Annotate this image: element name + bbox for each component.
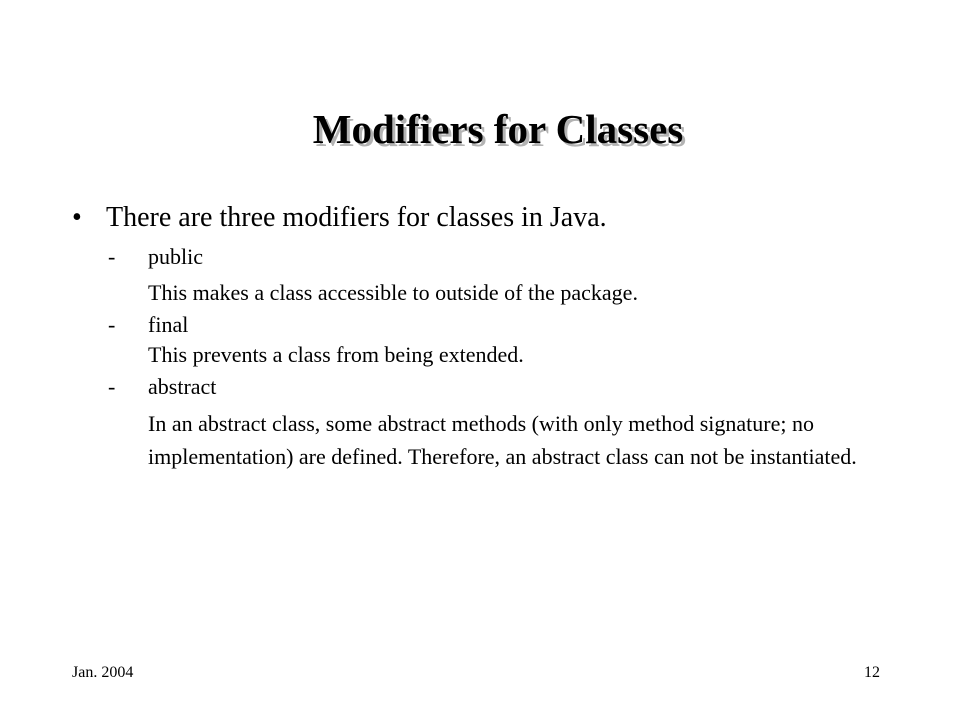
slide-title: Modifiers for Classes (312, 106, 684, 152)
sub-item-dash-public: - (108, 244, 116, 269)
sub-item-description-final: This prevents a class from being extended. (148, 342, 524, 367)
sub-item-label-final: final (148, 312, 189, 337)
footer-date: Jan. 2004 (72, 664, 134, 681)
main-bullet-text: There are three modifiers for classes in Java. (106, 202, 607, 233)
page-number: 12 (864, 664, 880, 681)
main-bullet (72, 200, 607, 236)
sub-item-label-public: public (148, 244, 203, 269)
sub-item-dash-final: - (108, 312, 116, 337)
bullet-dot: • (72, 202, 82, 233)
sub-item-description-public: This makes a class accessible to outside of the package. (148, 280, 638, 305)
sub-item-label-abstract: abstract (148, 374, 217, 399)
sub-item-description-abstract: In an abstract class, some abstract methods (with only method signature; no implementation) are defined. Therefore, an abstract class can not be instantiated. (148, 411, 857, 469)
sub-item-dash-abstract: - (108, 374, 116, 399)
